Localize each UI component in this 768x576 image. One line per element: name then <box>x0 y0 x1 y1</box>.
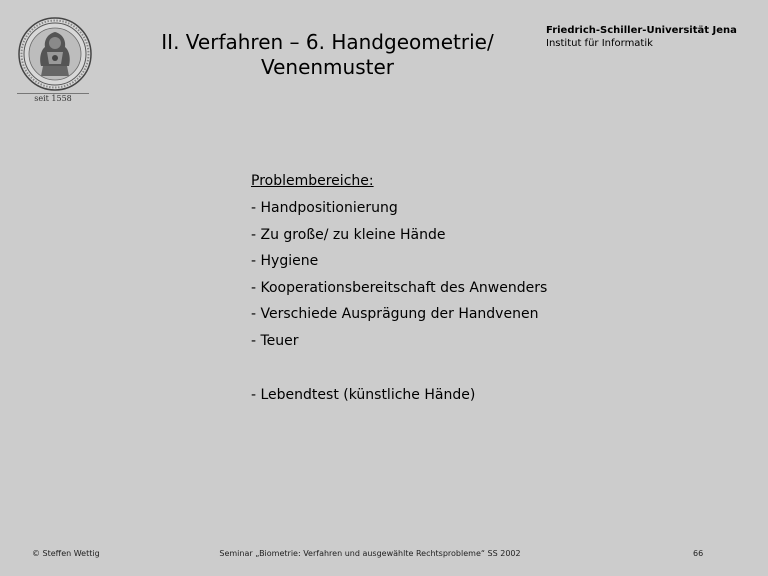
seal-caption: seit 1558 <box>34 94 72 103</box>
problem-list-heading: Problembereiche: <box>251 173 374 189</box>
list-item: - Teuer <box>251 332 299 349</box>
footer-author: © Steffen Wettig <box>32 549 100 558</box>
list-item: - Verschiede Ausprägung der Handvenen <box>251 306 539 323</box>
university-header <box>546 24 737 50</box>
slide-title <box>140 30 515 80</box>
list-item: - Zu große/ zu kleine Hände <box>251 226 446 243</box>
list-item: - Handpositionierung <box>251 200 398 216</box>
footer-page-number: 66 <box>693 549 704 558</box>
university-name: Friedrich-Schiller-Universität Jena <box>546 25 737 36</box>
list-item: - Hygiene <box>251 253 319 270</box>
slide-title-line-1: II. Verfahren – 6. Handgeometrie/ <box>161 30 494 54</box>
institute-name: Institut für Informatik <box>546 38 653 49</box>
list-item: - Lebendtest (künstliche Hände) <box>251 386 476 403</box>
slide-title-line-2: Venenmuster <box>260 55 395 79</box>
university-seal-logo <box>17 16 93 92</box>
problem-list <box>251 172 547 412</box>
list-item: - Kooperationsbereitschaft des Anwenders <box>251 279 548 296</box>
list-spacer <box>251 359 547 386</box>
footer-seminar: Seminar „Biometrie: Verfahren und ausgewählte Rechtsprobleme“ SS 2002 <box>219 549 521 558</box>
